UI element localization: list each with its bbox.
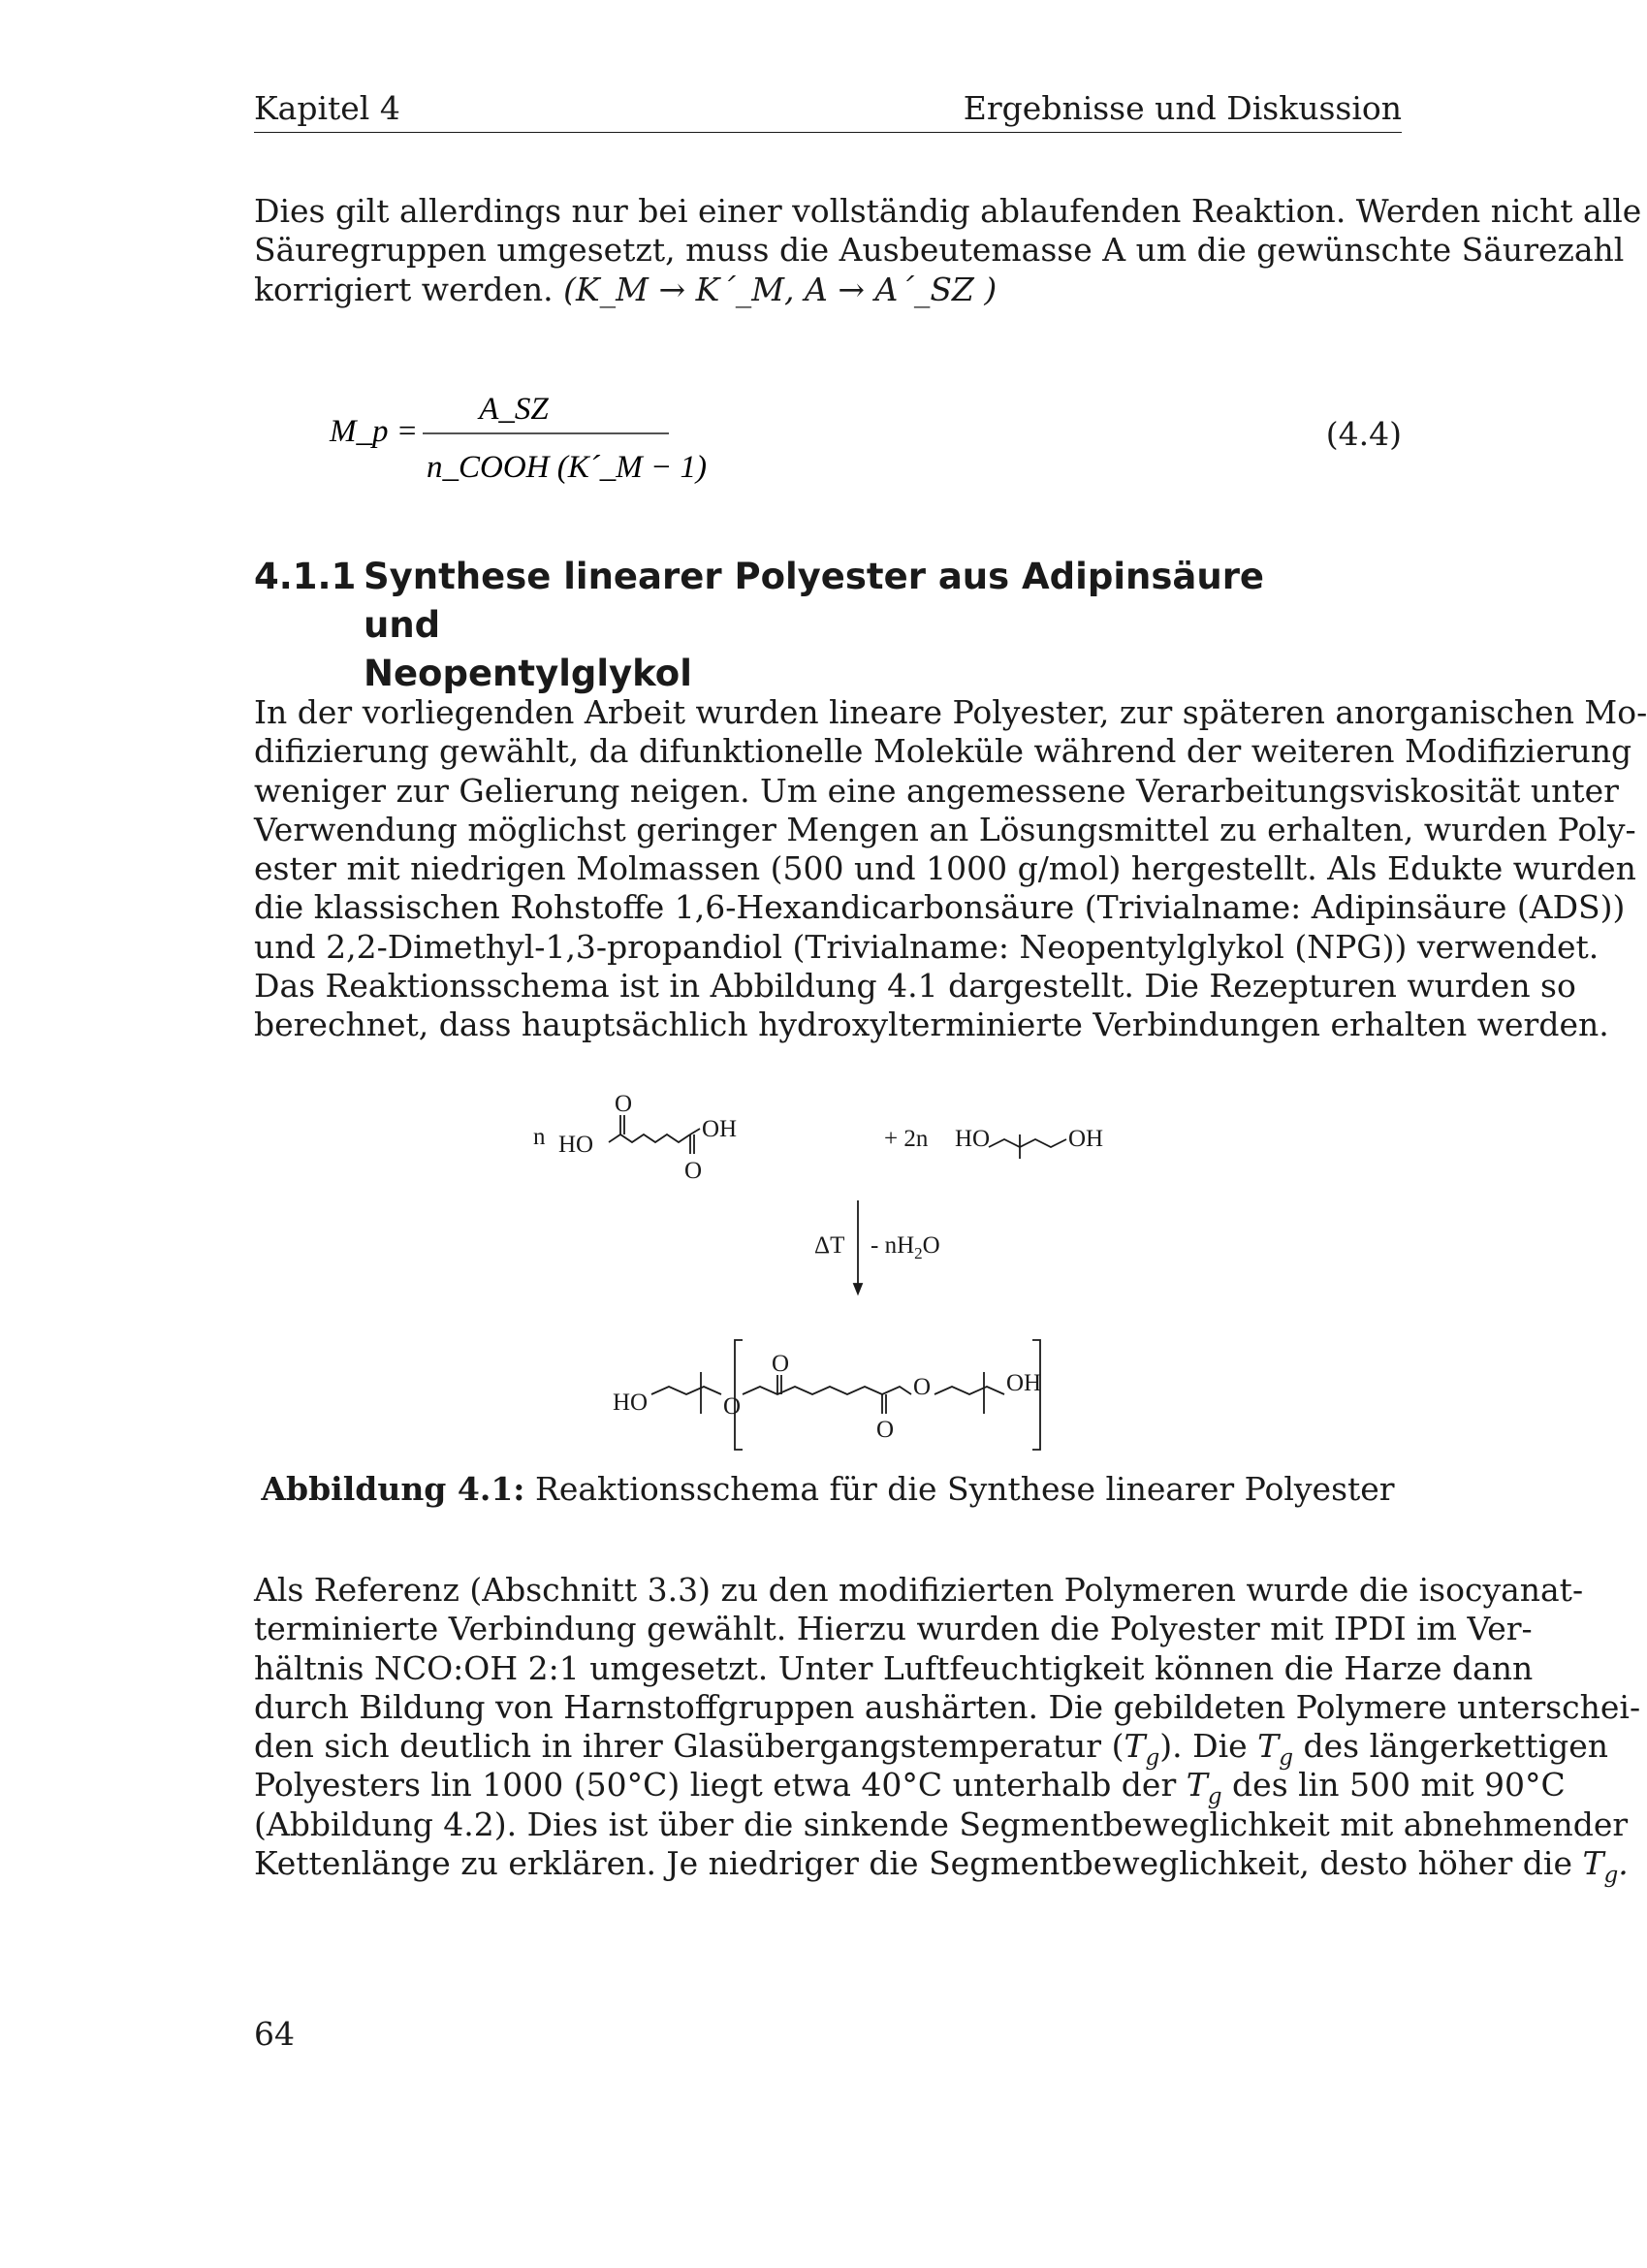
text-line: [254, 1844, 1629, 1889]
equation-numerator: A_SZ: [479, 392, 549, 427]
adipic-acid-chain: [609, 1134, 690, 1142]
equation-lhs: M_p =: [330, 414, 419, 449]
running-header-chapter: Kapitel 4: [254, 89, 400, 127]
section-number: 4.1.1: [254, 556, 357, 597]
equation-graphic: [330, 392, 707, 499]
text-line: (Abbildung 4.2). Dies ist über die sinkende Segmentbeweglichkeit mit abnehmender: [254, 1805, 1629, 1843]
text-line: berechnet, dass hauptsächlich hydroxylterminierte Verbindungen erhalten werden.: [254, 1006, 1609, 1044]
text-line: Dies gilt allerdings nur bei einer vollständig ablaufenden Reaktion. Werden nicht alle: [254, 192, 1642, 230]
text-line: Verwendung möglichst geringer Mengen an Lösungsmittel zu erhalten, wurden Poly-: [254, 810, 1636, 848]
section-title-line: Neopentylglykol: [364, 653, 692, 694]
section-heading: [254, 553, 1402, 694]
text-fragment: korrigiert werden.: [254, 270, 554, 308]
equation-number: (4.4): [1325, 415, 1402, 453]
carbonyl-oxygen: O: [876, 1417, 895, 1443]
text-fragment: des längerkettigen: [1303, 1727, 1608, 1766]
text-line: [254, 271, 1402, 309]
tg-symbol: $T_g$.: [1582, 1844, 1629, 1889]
reactant2-hydroxyl-end: OH: [1068, 1126, 1104, 1152]
reaction-scheme: [523, 1086, 1144, 1474]
text-line: [254, 1727, 1608, 1772]
text-line: hältnis NCO:OH 2:1 umgesetzt. Unter Luftfeuchtigkeit können die Harze dann: [254, 1648, 1534, 1687]
text-line: difizierung gewählt, da difunktionelle Moleküle während der weiteren Modifizierung: [254, 732, 1632, 771]
text-fragment: Kettenlänge zu erklären. Je niedriger die Segmentbeweglichkeit, desto höher die: [254, 1844, 1572, 1883]
equation-denominator: n_COOH (K´_M − 1): [427, 450, 707, 485]
equation-4-4: [330, 392, 707, 503]
text-line: ester mit niedrigen Molmassen (500 und 1000 g/mol) hergestellt. Als Edukte wurden: [254, 849, 1636, 888]
plus-coefficient: + 2n: [884, 1126, 929, 1152]
byproduct-water: - $nH_2O$: [871, 1232, 940, 1262]
reactant1-hydroxyl-end: OH: [702, 1116, 738, 1142]
reactant1-coefficient: n: [533, 1124, 546, 1150]
carbonyl-oxygen: O: [772, 1351, 790, 1377]
caption-text: Reaktionsschema für die Synthese linearer Polyester: [534, 1470, 1395, 1508]
ester-oxygen: O: [723, 1393, 742, 1420]
heat-symbol: ΔT: [814, 1232, 845, 1259]
header-rule: [254, 132, 1402, 133]
text-line: weniger zur Gelierung neigen. Um eine angemessene Verarbeitungsviskosität unter: [254, 771, 1619, 810]
reactant2-hydroxyl: HO: [955, 1126, 991, 1152]
tg-symbol: $T_g$: [1124, 1727, 1160, 1772]
ester-oxygen: O: [913, 1374, 932, 1400]
section-title-line: Synthese linearer Polyester aus Adipinsäure und: [364, 556, 1265, 646]
text-fragment: des lin 500 mit 90°C: [1232, 1766, 1566, 1805]
intro-paragraph: [254, 192, 1642, 309]
caption-label: Abbildung 4.1:: [261, 1470, 525, 1508]
figure-caption: [254, 1470, 1402, 1508]
product-hydroxyl-end: OH: [1006, 1370, 1042, 1396]
text-line: In der vorliegenden Arbeit wurden lineare Polyester, zur späteren anorganischen Mo-: [254, 693, 1647, 731]
page-number: 64: [254, 2015, 295, 2053]
text-fragment: Polyesters lin 1000 (50°C) liegt etwa 40°C unterhalb der: [254, 1766, 1177, 1805]
text-fragment: ). Die: [1159, 1727, 1248, 1766]
body-paragraph: [254, 693, 1647, 1045]
npg-chain: [989, 1139, 1066, 1147]
section-title: [364, 553, 1333, 698]
text-line: die klassischen Rohstoffe 1,6-Hexandicarbonsäure (Trivialname: Adipinsäure (ADS)): [254, 888, 1626, 927]
body-paragraph: [254, 1571, 1641, 1889]
text-line: durch Bildung von Harnstoffgruppen aushärten. Die gebildeten Polymere unterschei-: [254, 1687, 1641, 1726]
carbonyl-oxygen: O: [684, 1158, 703, 1184]
text-line: Das Reaktionsschema ist in Abbildung 4.1 dargestellt. Die Rezepturen wurden so: [254, 967, 1576, 1006]
product-hydroxyl: HO: [613, 1390, 649, 1416]
tg-symbol: $T_g$: [1186, 1766, 1222, 1810]
reactant1-hydroxyl: HO: [558, 1132, 594, 1158]
carbonyl-oxygen: O: [615, 1091, 633, 1117]
inline-math: (K_M → K´_M, A → A´_SZ ): [563, 270, 998, 308]
text-line: Säuregruppen umgesetzt, muss die Ausbeutemasse A um die gewünschte Säurezahl: [254, 231, 1625, 270]
tg-symbol: $T_g$: [1257, 1727, 1293, 1772]
text-line: Als Referenz (Abschnitt 3.3) zu den modifizierten Polymeren wurde die isocyanat-: [254, 1571, 1584, 1609]
text-fragment: den sich deutlich in ihrer Glasübergangstemperatur (: [254, 1727, 1124, 1766]
text-line: und 2,2-Dimethyl-1,3-propandiol (Trivialname: Neopentylglykol (NPG)) verwendet.: [254, 927, 1599, 966]
text-line: terminierte Verbindung gewählt. Hierzu wurden die Polyester mit IPDI im Ver-: [254, 1610, 1533, 1648]
text-line: [254, 1766, 1566, 1810]
running-header-section: Ergebnisse und Diskussion: [963, 89, 1402, 127]
